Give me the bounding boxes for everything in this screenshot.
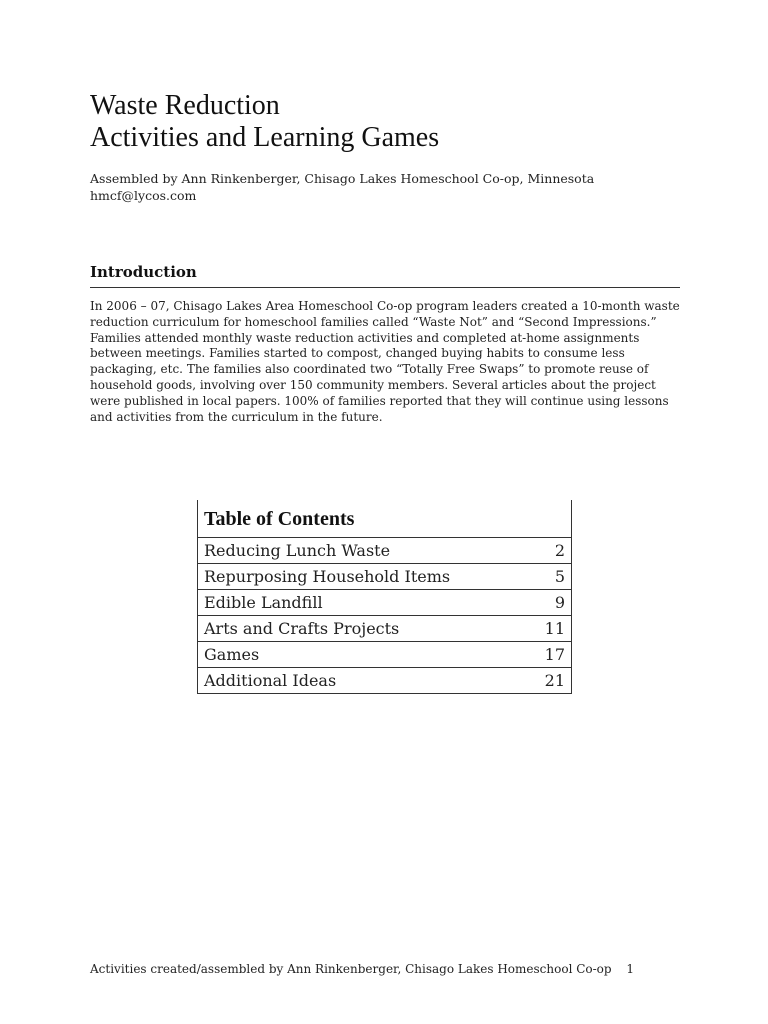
title-line-1: Waste Reduction — [90, 90, 280, 121]
title-line-2: Activities and Learning Games — [90, 122, 440, 153]
toc-entry-label: Edible Landfill — [204, 593, 323, 612]
toc-row — [197, 668, 572, 694]
toc-row — [197, 564, 572, 590]
toc-row — [197, 616, 572, 642]
footer-credit: Activities created/assembled by Ann Rinkenberger, Chisago Lakes Homeschool Co-op — [90, 962, 612, 976]
byline — [90, 170, 594, 204]
page-number: 1 — [626, 962, 634, 976]
toc-row — [197, 642, 572, 668]
toc-title: Table of Contents — [197, 500, 572, 538]
toc-entry-label: Arts and Crafts Projects — [204, 619, 400, 638]
toc-entry-page: 9 — [554, 593, 565, 612]
toc-row — [197, 538, 572, 564]
toc-entry-label: Repurposing Household Items — [204, 567, 451, 586]
toc-entry-label: Additional Ideas — [204, 671, 337, 690]
page-footer — [90, 961, 634, 977]
toc-entry-page: 2 — [554, 541, 565, 560]
toc-entry-label: Games — [204, 645, 260, 664]
author-email: hmcf@lycos.com — [90, 188, 197, 203]
toc-entry-page: 5 — [554, 567, 565, 586]
author-credit: Assembled by Ann Rinkenberger, Chisago Lakes Homeschool Co-op, Minnesota — [90, 171, 595, 186]
table-of-contents — [197, 500, 572, 694]
toc-row — [197, 590, 572, 616]
toc-entry-page: 21 — [544, 671, 565, 690]
toc-entry-page: 11 — [544, 619, 565, 638]
toc-entry-page: 17 — [544, 645, 565, 664]
introduction-heading: Introduction — [90, 262, 680, 288]
introduction-body: In 2006 – 07, Chisago Lakes Area Homeschool Co-op program leaders created a 10-month waste reduction curriculum for homeschool families called “Waste Not” and “Second Impressions.” Families attended monthly waste reduction activities and completed at-home assignments between meetings. Families started to compost, changed buying habits to consume less packaging, etc. The families also coordinated two “Totally Free Swaps” to promote reuse of household goods, involving over 150 community members. Several articles about the project were published in local papers. 100% of families reported that they will continue using lessons and activities from the curriculum in the future. — [90, 299, 680, 424]
document-title — [90, 90, 439, 154]
toc-entry-label: Reducing Lunch Waste — [204, 541, 391, 560]
